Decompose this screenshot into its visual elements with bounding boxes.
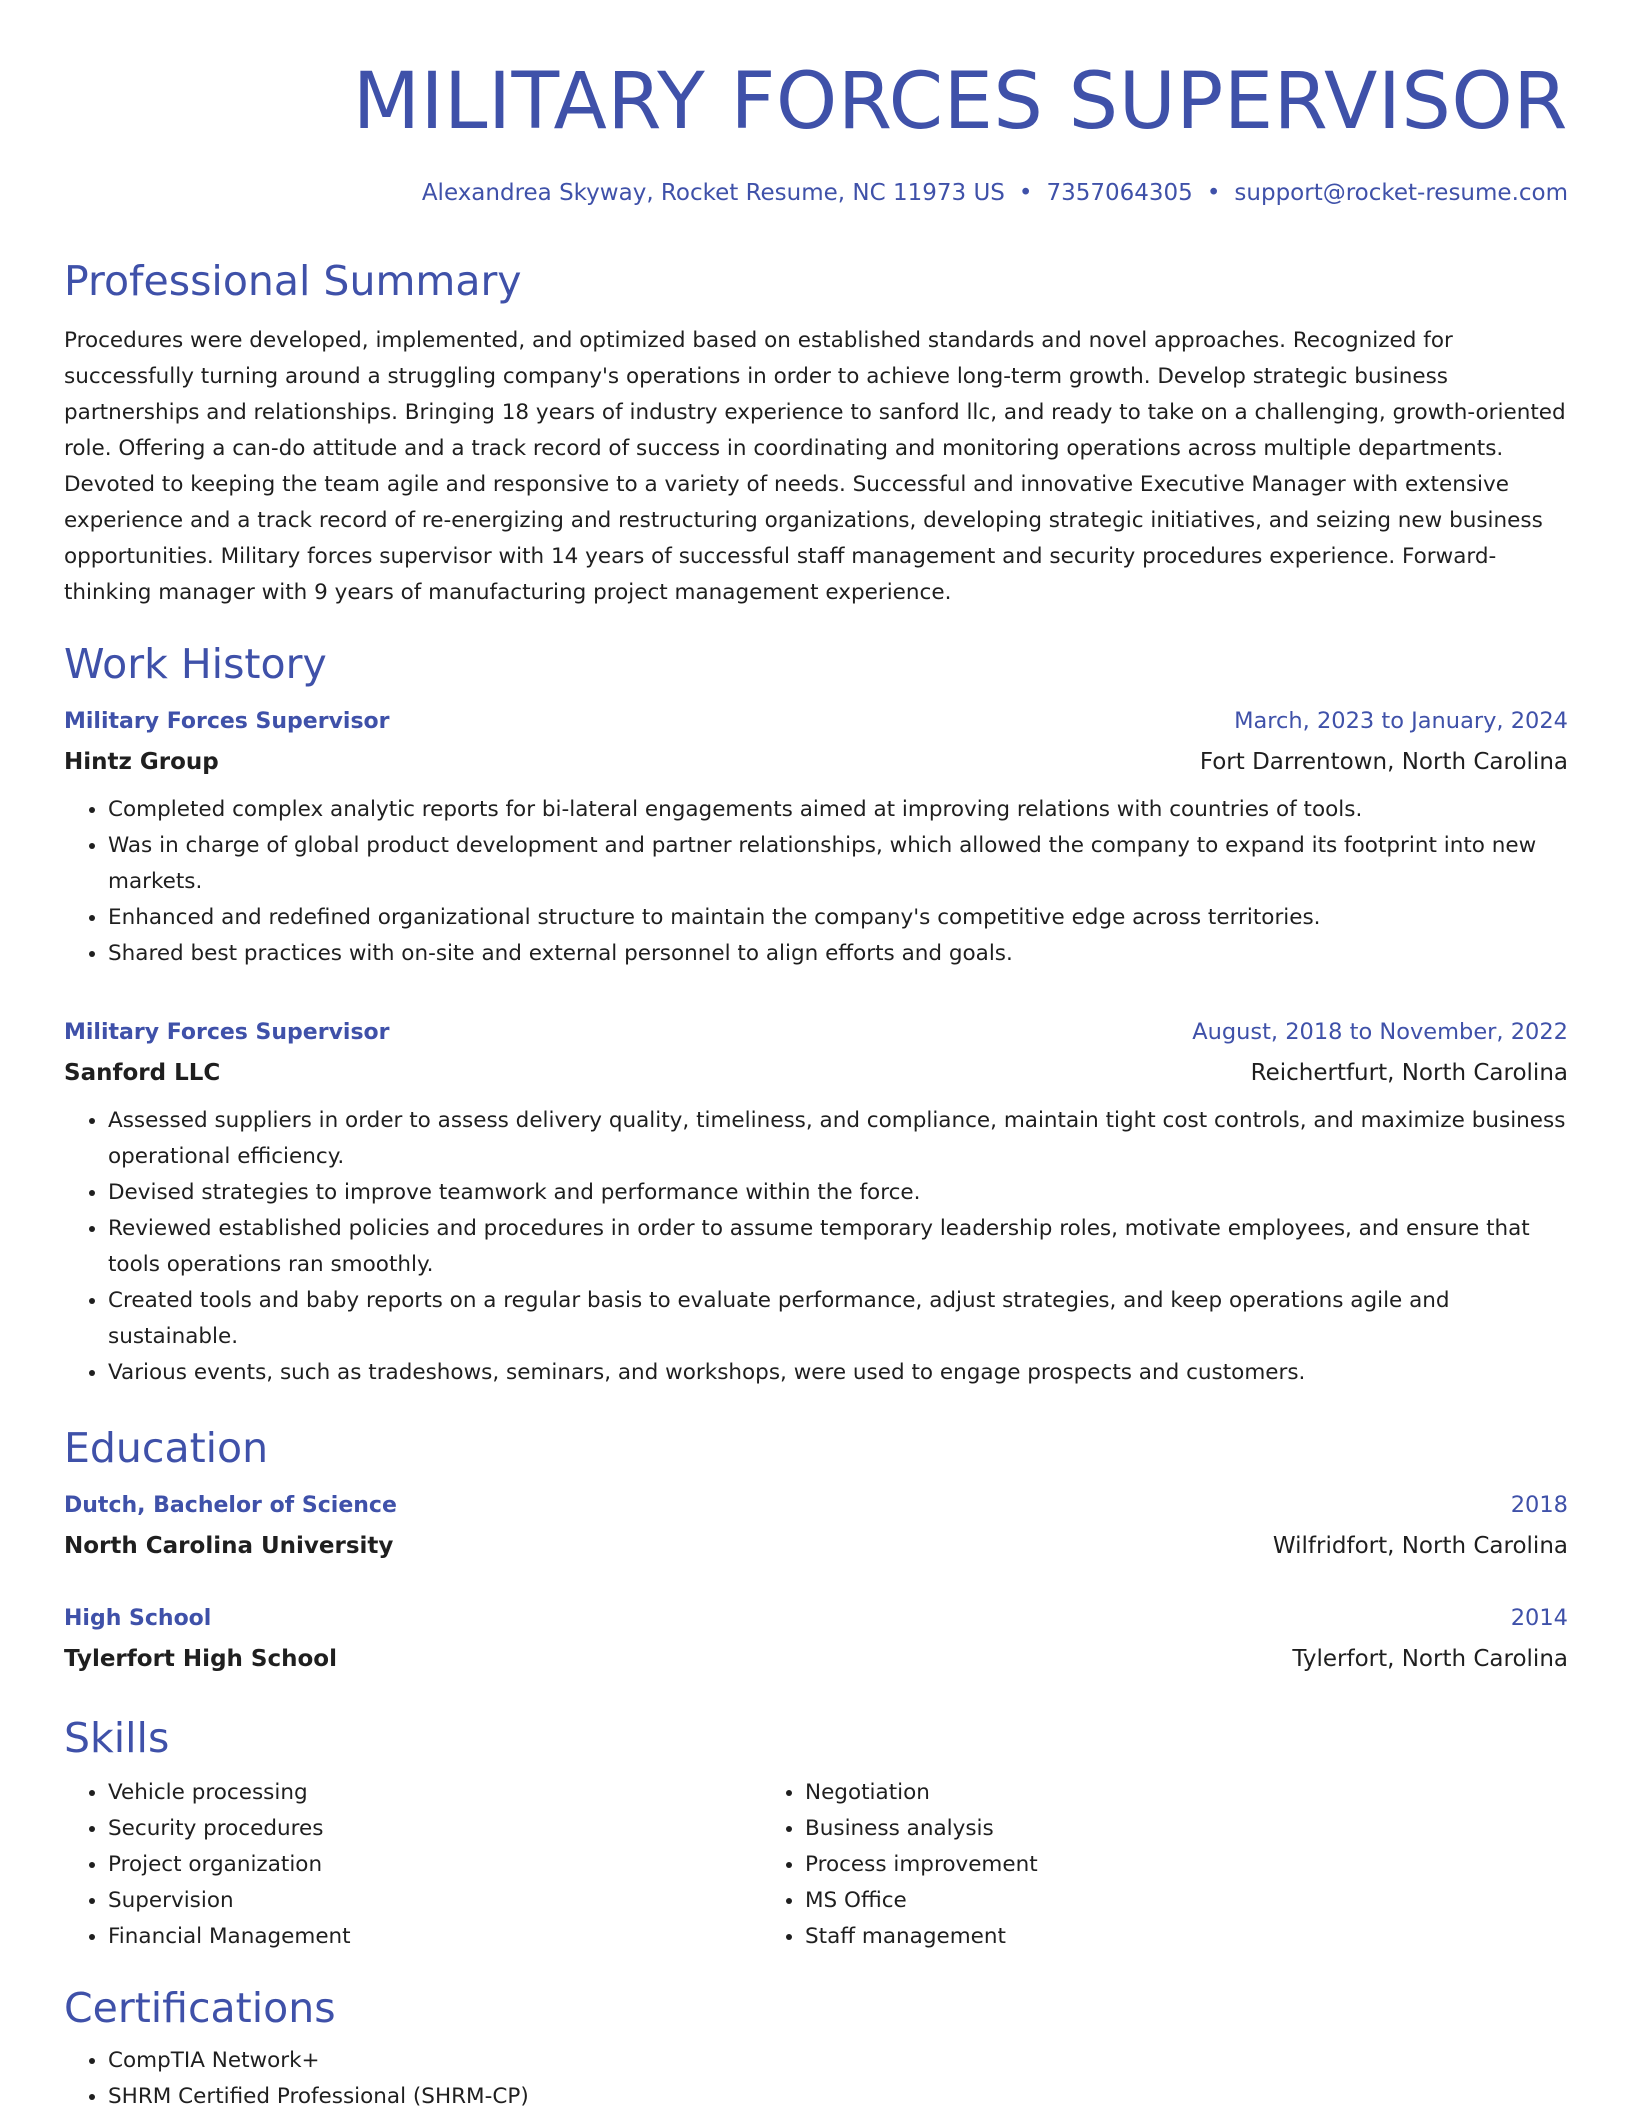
skill-item: • Vehicle processing: [108, 1775, 761, 1811]
job-bullet: • Completed complex analytic reports for bi-lateral engagements aimed at improving relations with countries of tools.: [108, 792, 1568, 828]
job-entry: [64, 701, 1568, 972]
job-dates: March, 2023 to January, 2024: [1234, 708, 1568, 734]
certifications-list: [64, 2043, 1568, 2115]
education-location: Tylerfort, North Carolina: [1292, 1646, 1568, 1672]
job-bullet: • Enhanced and redefined organizational structure to maintain the company's competitive edge across territories.: [108, 900, 1568, 936]
job-bullet: • Reviewed established policies and procedures in order to assume temporary leadership roles, motivate employees, and ensure that tools operations ran smoothly.: [108, 1211, 1568, 1283]
skill-item: • Supervision: [108, 1883, 761, 1919]
job-company-row: [64, 1053, 1568, 1093]
education-degree-row: [64, 1598, 1568, 1639]
job-dates: August, 2018 to November, 2022: [1192, 1019, 1568, 1045]
education-degree: High School: [64, 1606, 212, 1631]
contact-phone: 7357064305: [1046, 180, 1193, 206]
education-school: Tylerfort High School: [64, 1646, 337, 1672]
skill-item: • Negotiation: [805, 1775, 1458, 1811]
certification-item: • CompTIA Network+: [108, 2043, 1568, 2079]
job-bullets: [64, 1103, 1568, 1391]
education-school: North Carolina University: [64, 1533, 394, 1559]
contact-separator: •: [1018, 180, 1033, 206]
job-role: Military Forces Supervisor: [64, 709, 390, 734]
skill-item: • Project organization: [108, 1847, 761, 1883]
skills-list-left: [64, 1775, 761, 1955]
skill-item: • Process improvement: [805, 1847, 1458, 1883]
education-heading: Education: [64, 1424, 269, 1472]
job-bullet: • Shared best practices with on-site and external personnel to align efforts and goals.: [108, 936, 1568, 972]
job-bullet: • Assessed suppliers in order to assess delivery quality, timeliness, and compliance, maintain tight cost controls, and maximize business operational efficiency.: [108, 1103, 1568, 1175]
job-location: Reichertfurt, North Carolina: [1250, 1060, 1568, 1086]
job-bullets: [64, 792, 1568, 972]
skill-item: • MS Office: [805, 1883, 1458, 1919]
skill-item: • Security procedures: [108, 1811, 761, 1847]
education-year: 2014: [1510, 1605, 1568, 1631]
education-entry: [64, 1485, 1568, 1566]
contact-address: Alexandrea Skyway, Rocket Resume, NC 11973 US: [421, 180, 1005, 206]
job-company-row: [64, 742, 1568, 782]
contact-email: support@rocket-resume.com: [1234, 180, 1568, 206]
certifications-heading: Certifications: [64, 1984, 336, 2032]
job-company: Hintz Group: [64, 749, 219, 775]
job-entry: [64, 1012, 1568, 1391]
education-school-row: [64, 1639, 1568, 1679]
education-degree-row: [64, 1485, 1568, 1526]
education-year: 2018: [1510, 1492, 1568, 1518]
contact-line: [64, 178, 1568, 208]
certification-item: • SHRM Certified Professional (SHRM-CP): [108, 2079, 1568, 2115]
work-history-heading: Work History: [64, 640, 327, 688]
job-role-row: [64, 701, 1568, 742]
skills-heading: Skills: [64, 1714, 170, 1762]
skills-list-right: [761, 1775, 1458, 1955]
job-bullet: • Was in charge of global product development and partner relationships, which allowed the company to expand its footprint into new markets.: [108, 828, 1568, 900]
job-bullet: • Various events, such as tradeshows, seminars, and workshops, were used to engage prospects and customers.: [108, 1355, 1568, 1391]
education-school-row: [64, 1526, 1568, 1566]
education-entry: [64, 1598, 1568, 1679]
job-company: Sanford LLC: [64, 1060, 221, 1086]
resume-name-title: MILITARY FORCES SUPERVISOR: [352, 57, 1568, 147]
job-location: Fort Darrentown, North Carolina: [1199, 749, 1568, 775]
skill-item: • Financial Management: [108, 1919, 761, 1955]
job-role: Military Forces Supervisor: [64, 1020, 390, 1045]
skill-item: • Business analysis: [805, 1811, 1458, 1847]
job-bullet: • Devised strategies to improve teamwork and performance within the force.: [108, 1175, 1568, 1211]
summary-text: Procedures were developed, implemented, and optimized based on established standards and novel approaches. Recognized for successfully turning around a struggling company's operations in order to achieve long-term growth. Develop strategic business partnerships and relationships. Bringing 18 years of industry experience to sanford llc, and ready to take on a challenging, growth-oriented role. Offering a can-do attitude and a track record of success in coordinating and monitoring operations across multiple departments. Devoted to keeping the team agile and responsive to a variety of needs. Successful and innovative Executive Manager with extensive experience and a track record of re-energizing and restructuring organizations, developing strategic initiatives, and seizing new business opportunities. Military forces supervisor with 14 years of successful staff management and security procedures experience. Forward-thinking manager with 9 years of manufacturing project management experience.: [64, 328, 1566, 605]
skill-item: • Staff management: [805, 1919, 1458, 1955]
summary-heading: Professional Summary: [64, 257, 522, 305]
skills-columns: [64, 1775, 1568, 1955]
job-bullet: • Created tools and baby reports on a regular basis to evaluate performance, adjust strategies, and keep operations agile and sustainable.: [108, 1283, 1568, 1355]
education-location: Wilfridfort, North Carolina: [1272, 1533, 1568, 1559]
education-degree: Dutch, Bachelor of Science: [64, 1493, 397, 1518]
contact-separator: •: [1206, 180, 1221, 206]
job-role-row: [64, 1012, 1568, 1053]
